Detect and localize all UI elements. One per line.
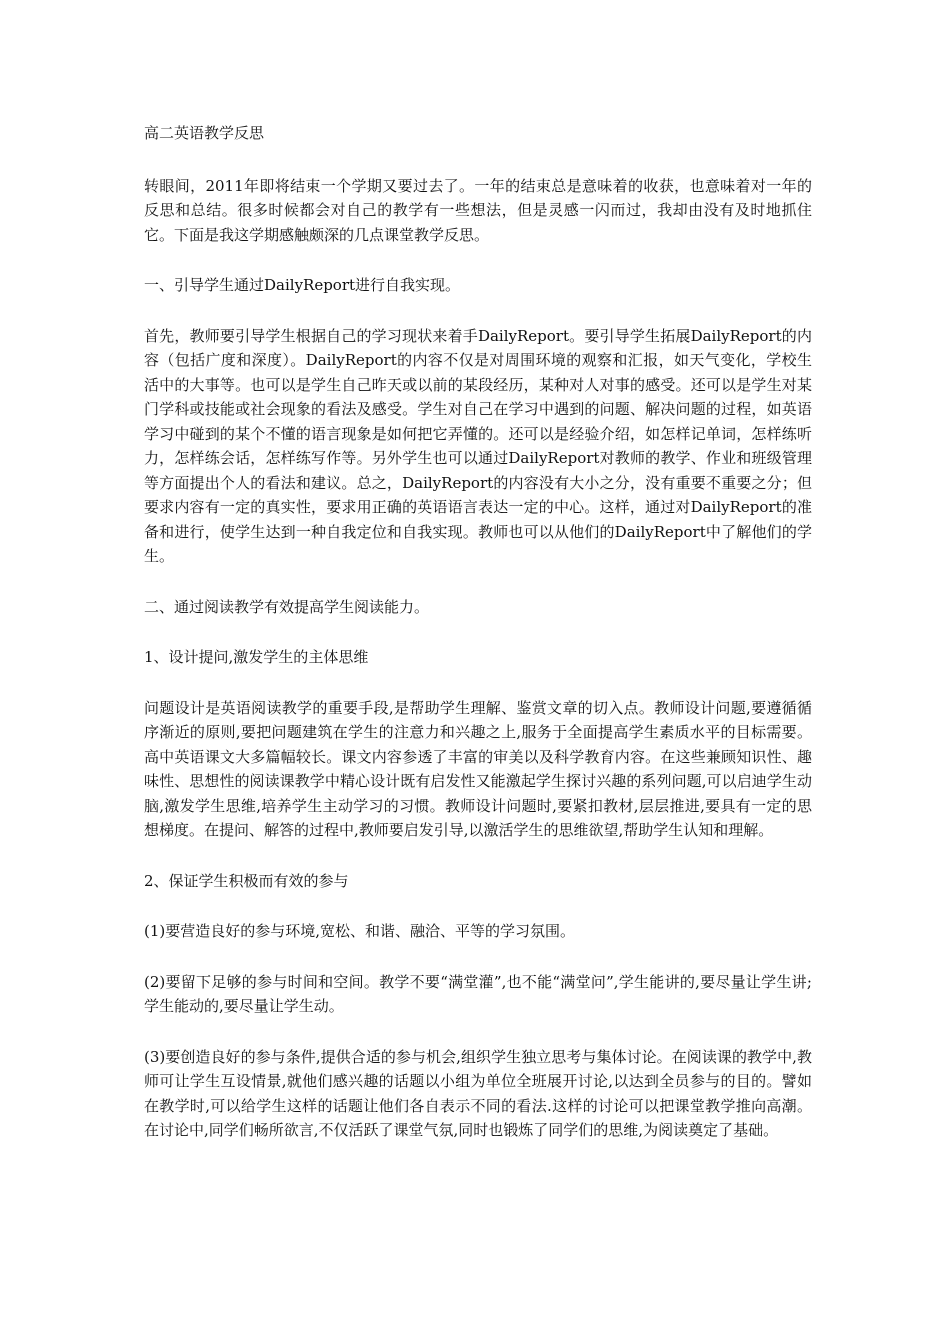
section1-paragraph: 首先，教师要引导学生根据自己的学习现状来着手DailyReport。要引导学生拓展DailyReport的内容（包括广度和深度）。DailyReport的内容不仅是对周围环境的观察和汇报，如天气变化，学校生活中的大事等。也可以是学生自己昨天或以前的某段经历，某种对人对事的感受。还可以是学生对某门学科或技能或社会现象的看法及感受。学生对自己在学习中遇到的问题、解决问题的过程，如英语学习中碰到的某个不懂的语言现象是如何把它弄懂的。还可以是经验介绍，如怎样记单词，怎样练听力，怎样练会话，怎样练写作等。另外学生也可以通过DailyReport对教师的教学、作业和班级管理等方面提出个人的看法和建议。总之，DailyReport的内容没有大小之分，没有重要不重要之分；但要求内容有一定的真实性，要求用正确的英语语言表达一定的中心。这样，通过对DailyReport的准备和进行，使学生达到一种自我定位和自我实现。教师也可以从他们的DailyReport中了解他们的学生。 [144,326,812,565]
document-page [144,121,812,1169]
subsection1-heading: 1、设计提问,激发学生的主体思维 [144,648,369,666]
intro-paragraph: 转眼间，2011年即将结束一个学期又要过去了。一年的结束总是意味着的收获，也意味着对一年的反思和总结。很多时候都会对自己的教学有一些想法，但是灵感一闪而过，我却由没有及时地抓住它。下面是我这学期感触颇深的几点课堂教学反思。 [144,176,812,244]
document-title: 高二英语教学反思 [144,124,265,142]
list-item-2: (2)要留下足够的参与时间和空间。教学不要“满堂灌”,也不能“满堂问”,学生能讲的,要尽量让学生讲;学生能动的,要尽量让学生动。 [144,972,812,1015]
section2-heading: 二、通过阅读教学有效提高学生阅读能力。 [144,597,430,616]
subsection1-paragraph: 问题设计是英语阅读教学的重要手段,是帮助学生理解、鉴赏文章的切入点。教师设计问题,要遵循循序渐近的原则,要把问题建筑在学生的注意力和兴趣之上,服务于全面提高学生素质水平的目标需要。高中英语课文大多篇幅较长。课文内容参透了丰富的审美以及科学教育内容。在这些兼顾知识性、趣味性、思想性的阅读课教学中精心设计既有启发性又能激起学生探讨兴趣的系列问题,可以启迪学生动脑,激发学生思维,培养学生主动学习的习惯。教师设计问题时,要紧扣教材,层层推进,要具有一定的思想梯度。在提问、解答的过程中,教师要启发引导,以激活学生的思维欲望,帮助学生认知和理解。 [144,698,812,839]
section1-heading: 一、引导学生通过DailyReport进行自我实现。 [144,276,461,294]
subsection2-heading: 2、保证学生积极而有效的参与 [144,871,349,890]
list-item-1: (1)要营造良好的参与环境,宽松、和谐、融洽、平等的学习氛围。 [144,922,576,940]
list-item-3: (3)要创造良好的参与条件,提供合适的参与机会,组织学生独立思考与集体讨论。在阅读课的教学中,教师可让学生互设情景,就他们感兴趣的话题以小组为单位全班展开讨论,以达到全员参与的目的。譬如在教学时,可以给学生这样的话题让他们各自表示不同的看法.这样的讨论可以把课堂教学推向高潮。在讨论中,同学们畅所欲言,不仅活跃了课堂气氛,同时也锻炼了同学们的思维,为阅读奠定了基础。 [144,1047,812,1139]
